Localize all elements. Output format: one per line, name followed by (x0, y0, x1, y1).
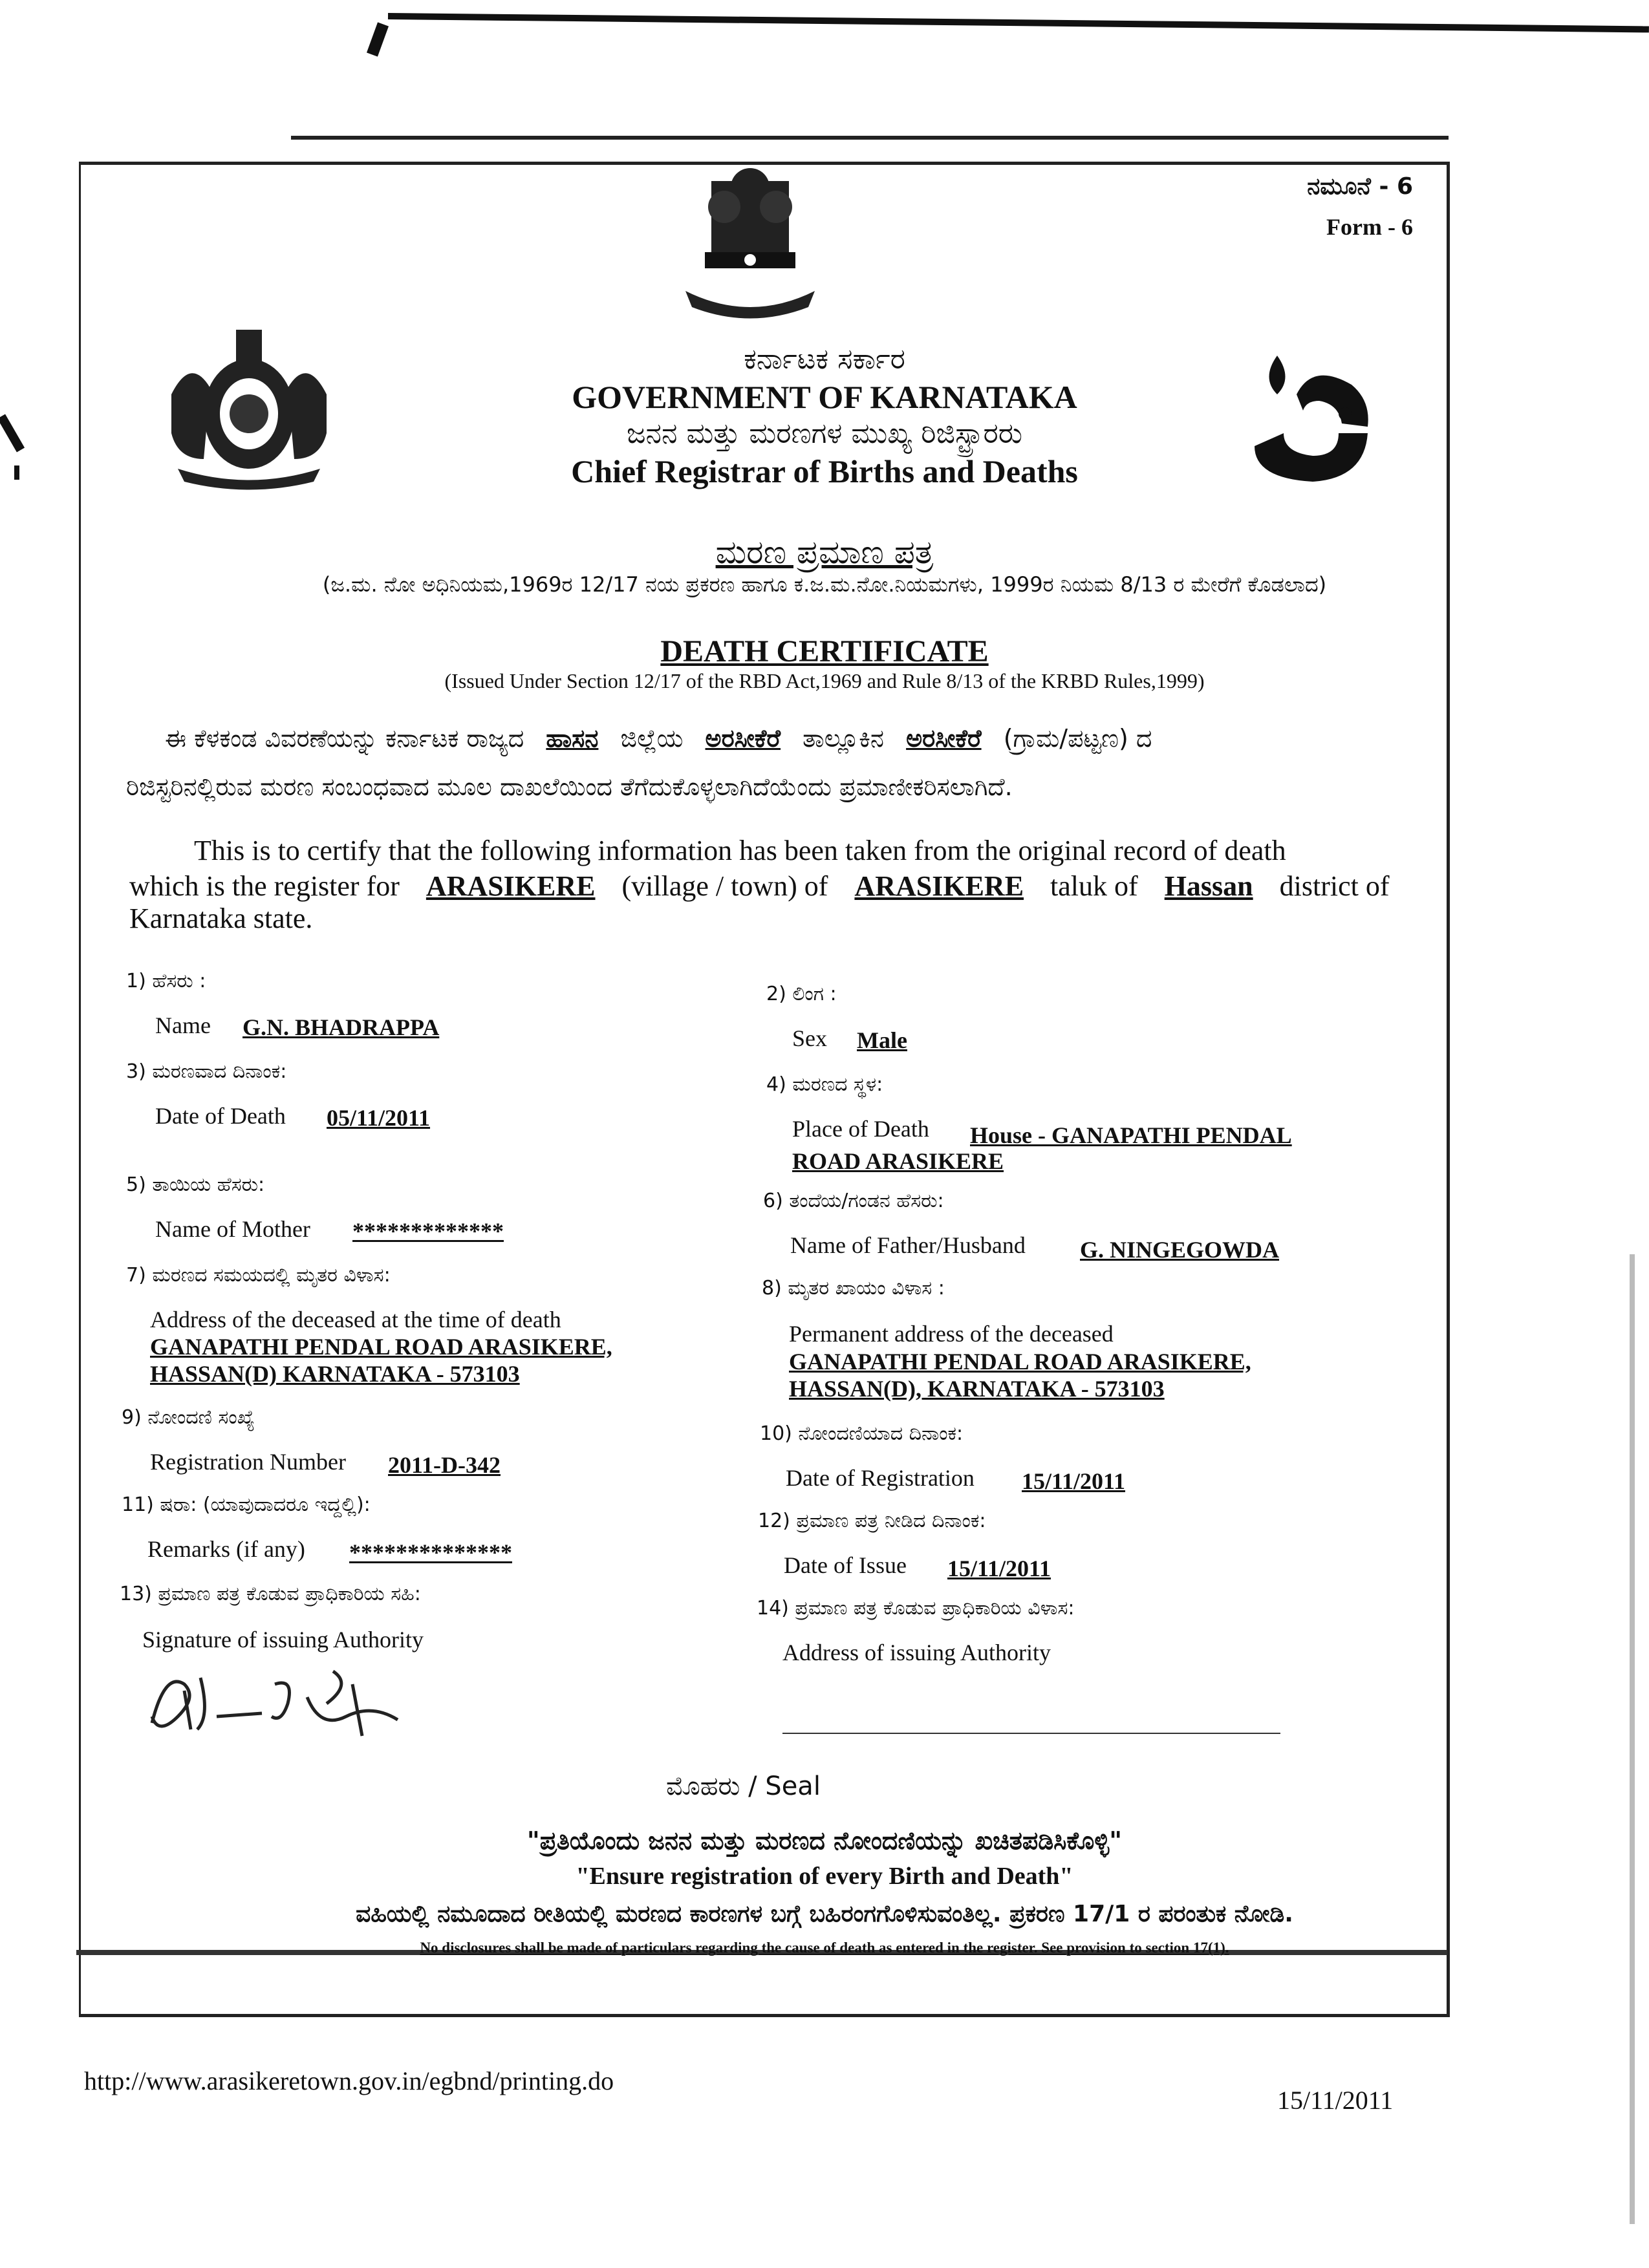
intro-en-taluk: ARASIKERE (854, 870, 1024, 902)
footer-date: 15/11/2011 (1277, 2086, 1394, 2115)
field-6-label-kn: 6) ತಂದೆಯ/ಗಂಡನ ಹೆಸರು: (763, 1190, 944, 1212)
field-10-value: 15/11/2011 (1022, 1468, 1126, 1494)
field-9-label-kn: 9) ನೋಂದಣಿ ಸಂಖ್ಯೆ (122, 1406, 255, 1429)
disclosure-note-kn: ವಹಿಯಲ್ಲಿ ನಮೂದಾದ ರೀತಿಯಲ್ಲಿ ಮರಣದ ಕಾರಣಗಳ ಬಗ್ಗೆ ಬಹಿರಂಗಗೊಳಿಸುವಂತಿಲ್ಲ. ಪ್ರಕರಣ 17/1 ರ ಪರಂತುಕ ನೋಡಿ. (356, 1901, 1293, 1927)
slogan-kn: "ಪ್ರತಿಯೊಂದು ಜನನ ಮತ್ತು ಮರಣದ ನೋಂದಣಿಯನ್ನು ಖಚಿತಪಡಿಸಿಕೊಳ್ಳಿ" (526, 1826, 1123, 1855)
field-6-label: Name of Father/Husband (790, 1232, 1026, 1258)
top-corner-mark (367, 22, 389, 56)
field-12-value: 15/11/2011 (947, 1556, 1051, 1581)
field-13-label-kn: 13) ಪ್ರಮಾಣ ಪತ್ರ ಕೊಡುವ ಪ್ರಾಧಿಕಾರಿಯ ಸಹಿ: (120, 1583, 421, 1605)
certificate-subtitle: (Issued Under Section 12/17 of the RBD Act,1969 and Rule 8/13 of the KRBD Rules,1999) (444, 669, 1205, 692)
field-13-label: Signature of issuing Authority (142, 1627, 424, 1653)
field-2-value: Male (857, 1027, 907, 1053)
office-title: Chief Registrar of Births and Deaths (571, 453, 1078, 489)
field-1-value: G.N. BHADRAPPA (242, 1014, 440, 1040)
field-8-value-line2: HASSAN(D), KARNATAKA - 573103 (789, 1376, 1165, 1402)
field-5-label-kn: 5) ತಾಯಿಯ ಹೆಸರು: (126, 1173, 265, 1196)
field-9-label: Registration Number (150, 1449, 346, 1475)
field-6-value: G. NINGEGOWDA (1080, 1237, 1280, 1263)
field-8-value-line1: GANAPATHI PENDAL ROAD ARASIKERE, (789, 1349, 1251, 1375)
intro-kn-taluk: ಅರಸೀಕೆರೆ (705, 724, 781, 753)
form-number-en: Form - 6 (1326, 214, 1413, 240)
field-4-value-line1: House - GANAPATHI PENDAL (970, 1122, 1292, 1148)
intro-en-line2: which is the register for ARASIKERE (village / town) of ARASIKERE taluk of Hassan district of (129, 870, 1390, 902)
certificate-subtitle-kn: (ಜ.ಮ. ನೋ ಅಧಿನಿಯಮ,1969ರ 12/17 ನಯ ಪ್ರಕರಣ ಹಾಗೂ ಕ.ಜ.ಮ.ನೋ.ನಿಯಮಗಳು, 1999ರ ನಿಯಮ 8/13 ರ ಮೇರೆಗೆ ಕೊಡಲಾದ) (322, 572, 1327, 597)
footer-url[interactable]: http://www.arasikeretown.gov.in/egbnd/printing.do (84, 2066, 614, 2095)
field-4-value-line2: ROAD ARASIKERE (792, 1148, 1004, 1174)
top-border-line (388, 13, 1649, 32)
intro-kn-line2: ರಿಜಿಸ್ಟರಿನಲ್ಲಿರುವ ಮರಣ ಸಂಬಂಧವಾದ ಮೂಲ ದಾಖಲೆಯಿಂದ ತೆಗೆದುಕೊಳ್ಳಲಾಗಿದೆಯೆಂದು ಪ್ರಮಾಣೀಕರಿಸಲಾಗಿದೆ. (126, 773, 1013, 801)
field-2-label-kn: 2) ಲಿಂಗ : (766, 983, 837, 1005)
field-3-label-kn: 3) ಮರಣವಾದ ದಿನಾಂಕ: (126, 1060, 287, 1083)
intro-kn-line1: ಈ ಕೆಳಕಂಡ ವಿವರಣೆಯನ್ನು ಕರ್ನಾಟಕ ರಾಜ್ಯದ ಹಾಸನ ಜಿಲ್ಲೆಯ ಅರಸೀಕೆರೆ ತಾಲ್ಲೂಕಿನ ಅರಸೀಕೆರೆ (ಗ್ರಾಮ/ಪಟ್ಟಣ) ದ (165, 724, 1152, 753)
form-number-kn: ನಮೂನೆ - 6 (1307, 173, 1413, 200)
field-9-value: 2011-D-342 (388, 1452, 501, 1478)
disclosure-note: No disclosures shall be made of particulars regarding the cause of death as entered in the register. See provision to section 17(1). (420, 1940, 1229, 1956)
field-12-label-kn: 12) ಪ್ರಮಾಣ ಪತ್ರ ನೀಡಿದ ದಿನಾಂಕ: (758, 1510, 986, 1532)
intro-kn-town: ಅರಸೀಕೆರೆ (906, 724, 982, 753)
field-7-value-line1: GANAPATHI PENDAL ROAD ARASIKERE, (150, 1334, 612, 1360)
field-8-label-kn: 8) ಮೃತರ ಖಾಯಂ ವಿಳಾಸ : (762, 1277, 945, 1300)
field-4-label-kn: 4) ಮರಣದ ಸ್ಥಳ: (766, 1073, 883, 1096)
national-emblem-icon (673, 162, 828, 323)
field-14-label: Address of issuing Authority (782, 1640, 1051, 1665)
field-11-label: Remarks (if any) (147, 1536, 305, 1562)
field-7-label-kn: 7) ಮರಣದ ಸಮಯದಲ್ಲಿ ಮೃತರ ವಿಳಾಸ: (126, 1264, 391, 1287)
intro-en-line1: This is to certify that the following information has been taken from the original record of death (194, 835, 1286, 866)
field-12-label: Date of Issue (784, 1552, 907, 1578)
field-1-label: Name (155, 1012, 211, 1038)
field-8-label: Permanent address of the deceased (789, 1321, 1114, 1347)
field-11-value: ************** (349, 1539, 512, 1565)
intro-en-line3: Karnataka state. (129, 903, 313, 934)
inner-top-rule (291, 136, 1449, 140)
office-title-kn: ಜನನ ಮತ್ತು ಮರಣಗಳ ಮುಖ್ಯ ರಿಜಿಸ್ಟ್ರಾರರು (626, 417, 1023, 450)
intro-en-district: Hassan (1164, 870, 1253, 902)
field-10-label: Date of Registration (786, 1465, 975, 1491)
scan-edge (1630, 1254, 1635, 2224)
field-11-label-kn: 11) ಷರಾ: (ಯಾವುದಾದರೂ ಇದ್ದಲ್ಲಿ): (122, 1493, 371, 1516)
certificate-title-kn: ಮರಣ ಪ್ರಮಾಣ ಪತ್ರ (715, 533, 934, 571)
field-3-label: Date of Death (155, 1103, 286, 1129)
field-14-label-kn: 14) ಪ್ರಮಾಣ ಪತ್ರ ಕೊಡುವ ಪ್ರಾಧಿಕಾರಿಯ ವಿಳಾಸ: (757, 1597, 1075, 1620)
field-3-value: 05/11/2011 (327, 1105, 431, 1131)
authority-address-line (782, 1733, 1280, 1734)
seal-label: ಮೊಹರು / Seal (666, 1771, 821, 1801)
field-4-label: Place of Death (792, 1116, 929, 1142)
government-title: GOVERNMENT OF KARNATAKA (572, 379, 1077, 415)
field-7-value-line2: HASSAN(D) KARNATAKA - 573103 (150, 1361, 520, 1387)
certificate-title: DEATH CERTIFICATE (660, 634, 989, 669)
field-7-label: Address of the deceased at the time of death (150, 1307, 561, 1332)
field-1-label-kn: 1) ಹೆಸರು : (126, 970, 206, 992)
intro-en-village: ARASIKERE (426, 870, 596, 902)
slogan-en: "Ensure registration of every Birth and Death" (576, 1863, 1073, 1890)
field-10-label-kn: 10) ನೋಂದಣಿಯಾದ ದಿನಾಂಕ: (760, 1422, 964, 1445)
field-2-label: Sex (792, 1025, 827, 1051)
handwritten-signature-icon (139, 1658, 443, 1742)
government-title-kn: ಕರ್ನಾಟಕ ಸರ್ಕಾರ (744, 343, 905, 376)
field-5-value: ************* (352, 1218, 504, 1244)
field-5-label: Name of Mother (155, 1216, 310, 1242)
intro-kn-district: ಹಾಸನ (546, 724, 599, 753)
